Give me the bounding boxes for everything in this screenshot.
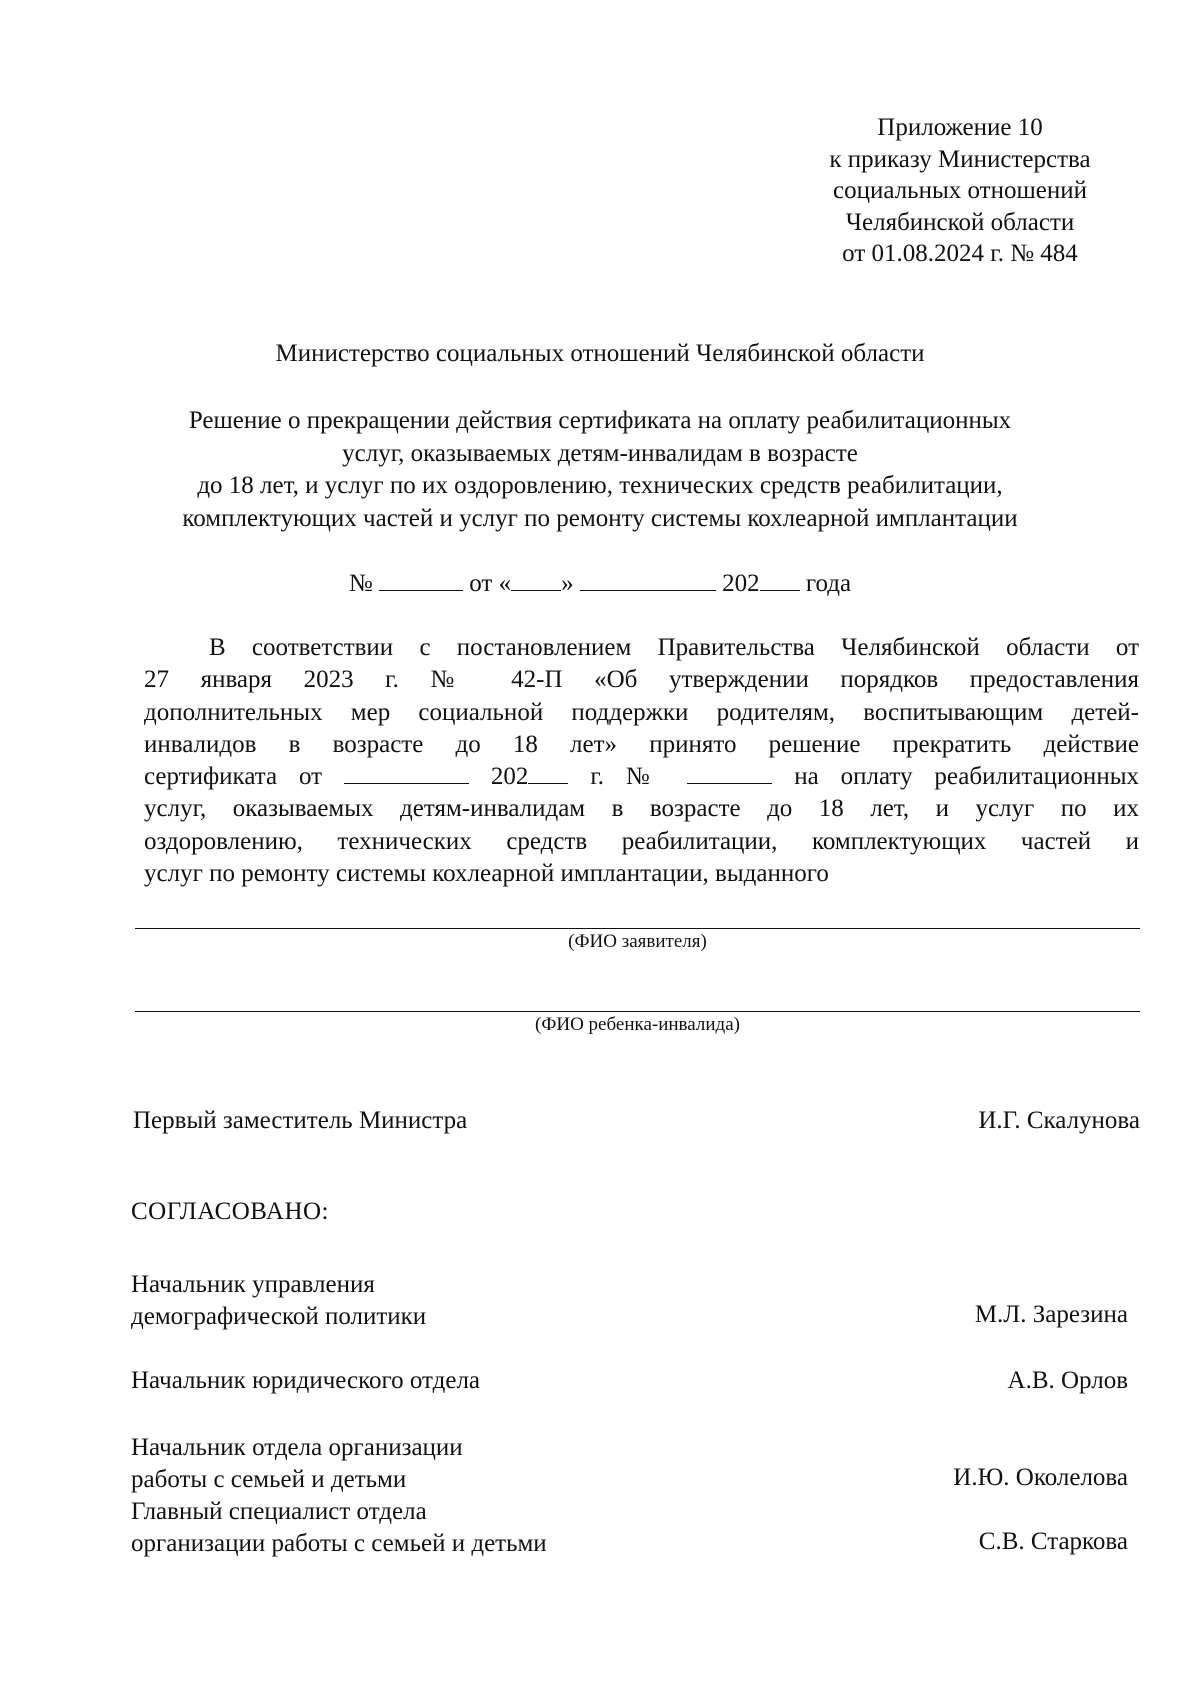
month-blank[interactable]: [580, 568, 716, 591]
child-caption: (ФИО ребенка-инвалида): [535, 1014, 740, 1035]
approver-position: [131, 1496, 547, 1560]
applicant-name-field[interactable]: [135, 928, 1140, 929]
body-line: услуг, оказываемых детям-инвалидам в возрасте до 18 лет, и услуг по их: [144, 795, 1139, 823]
approver-position-line: Начальник управления: [131, 1271, 375, 1298]
from-label: от «: [469, 570, 512, 597]
body-line-certificate: [144, 761, 1139, 793]
approver-position-line: демографической политики: [131, 1303, 427, 1330]
approver-name: А.В. Орлов: [1007, 1367, 1128, 1394]
day-blank[interactable]: [511, 568, 561, 591]
title-line: до 18 лет, и услуг по их оздоровлению, технических средств реабилитации,: [197, 472, 1003, 499]
approver-name: С.В. Старкова: [978, 1528, 1128, 1555]
body-line: В соответствии с постановлением Правительства Челябинской области от: [209, 634, 1139, 661]
ministry-name: Министерство социальных отношений Челябинской области: [275, 340, 925, 367]
approver-position-line: работы с семьей и детьми: [131, 1466, 407, 1493]
approver-position-line: организации работы с семьей и детьми: [131, 1530, 547, 1557]
body-line: услуг по ремонту системы кохлеарной имплантации, выданного: [144, 860, 829, 888]
certificate-date-blank[interactable]: [344, 763, 469, 784]
decision-number-line: [130, 568, 1070, 598]
body-line: оздоровлению, технических средств реабилитации, комплектующих частей и: [144, 827, 1139, 855]
number-blank[interactable]: [379, 568, 463, 591]
certificate-number-label: г. №: [590, 763, 666, 791]
approver-position-line: Начальник отдела организации: [131, 1434, 463, 1461]
appendix-line: Челябинской области: [845, 208, 1075, 236]
certificate-from-label: сертификата от: [144, 763, 323, 791]
agreed-label: СОГЛАСОВАНО:: [131, 1198, 330, 1225]
decision-body: [144, 632, 1139, 890]
title-line: комплектующих частей и услуг по ремонту системы кохлеарной имплантации: [182, 504, 1018, 532]
approver-position-line: Главный специалист отдела: [131, 1498, 427, 1525]
certificate-year-prefix: 202: [490, 763, 529, 791]
year-word: года: [805, 570, 852, 597]
child-name-field[interactable]: [135, 1011, 1140, 1012]
appendix-line: социальных отношений: [833, 177, 1087, 204]
approver-position: Начальник юридического отдела: [131, 1367, 481, 1394]
certificate-year-blank[interactable]: [528, 763, 568, 784]
year-blank[interactable]: [760, 568, 800, 591]
body-line: инвалидов в возрасте до 18 лет» принято решение прекратить действие: [144, 730, 1139, 758]
approver-position: [131, 1432, 463, 1496]
approver-name: М.Л. Зарезина: [974, 1301, 1128, 1328]
appendix-line: от 01.08.2024 г. № 484: [842, 240, 1078, 267]
signatory-position: Первый заместитель Министра: [133, 1107, 468, 1134]
title-line: Решение о прекращении действия сертификата на оплату реабилитационных: [188, 407, 1012, 434]
signatory-name: И.Г. Скалунова: [978, 1107, 1140, 1134]
applicant-caption: (ФИО заявителя): [568, 931, 707, 952]
document-title: [130, 405, 1070, 535]
certificate-purpose: на оплату реабилитационных: [794, 763, 1139, 791]
approver-position: [131, 1269, 426, 1333]
appendix-header: [760, 112, 1160, 270]
close-quote: »: [561, 570, 574, 597]
year-prefix: 202: [722, 570, 760, 597]
number-sign: №: [348, 570, 373, 597]
body-line: 27 января 2023 г. № 42-П «Об утверждении порядков предоставления: [144, 666, 1139, 694]
approver-name: И.Ю. Околелова: [953, 1464, 1128, 1491]
body-line: дополнительных мер социальной поддержки родителям, воспитывающим детей-: [144, 698, 1139, 726]
appendix-line: к приказу Министерства: [829, 145, 1091, 173]
appendix-line: Приложение 10: [877, 114, 1043, 141]
certificate-number-blank[interactable]: [687, 763, 772, 784]
title-line: услуг, оказываемых детям-инвалидам в возрасте: [342, 439, 858, 467]
